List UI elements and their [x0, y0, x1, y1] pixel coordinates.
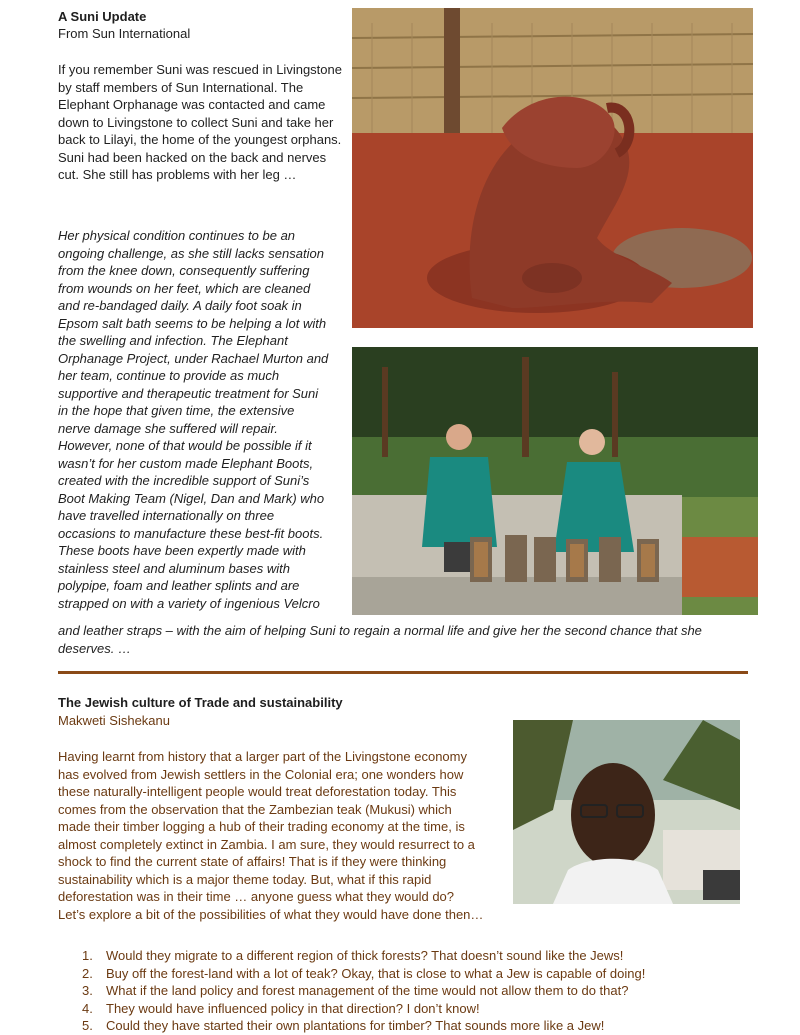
paragraph-line: the swelling and infection. The Elephant	[58, 333, 288, 348]
list-item-number: 5.	[82, 1018, 93, 1033]
paragraph-line: supportive and therapeutic treatment for Suni	[58, 385, 319, 401]
article1-title: A Suni Update	[58, 9, 147, 24]
paragraph-line: from the knee down, consequently suffering	[58, 263, 310, 278]
paragraph-line: nerve damage she suffered will repair.	[58, 420, 278, 436]
paragraph-line: her team, continue to provide as much	[58, 368, 280, 383]
paragraph-line: these naturally-intelligent people would treat deforestation today. This	[58, 784, 457, 799]
list-item-number: 3.	[82, 983, 93, 998]
article2-paragraph-1	[58, 748, 508, 923]
paragraph-line: created with the incredible support of Suni’s	[58, 473, 310, 488]
list-item	[58, 1017, 788, 1035]
article2-title: The Jewish culture of Trade and sustainability	[58, 695, 343, 710]
list-item-number: 4.	[82, 1000, 93, 1016]
paragraph-line: stainless steel and aluminum bases with	[58, 560, 290, 576]
list-item-text: What if the land policy and forest management of the time would not allow them to do that?	[106, 983, 629, 998]
article2-byline: Makweti Sishekanu	[58, 713, 170, 728]
list-item-text: They would have influenced policy in that direction? I don’t know!	[106, 1000, 480, 1016]
list-item-number: 1.	[82, 948, 93, 963]
paragraph-line: made their timber logging a hub of their trading economy at the time, is	[58, 819, 465, 834]
paragraph-line: comes from the observation that the Zambezian teak (Mukusi) which	[58, 801, 452, 817]
section-divider	[58, 671, 748, 674]
article1-byline: From Sun International	[58, 26, 191, 41]
list-item	[58, 1000, 788, 1018]
elephant-photo	[352, 8, 753, 328]
paragraph-line: Orphanage Project, under Rachael Murton and	[58, 350, 329, 366]
paragraph-line: Her physical condition continues to be an	[58, 228, 296, 243]
paragraph-line: ongoing challenge, as she still lacks sensation	[58, 245, 324, 261]
paragraph-line: and re-bandaged daily. A daily foot soak in	[58, 298, 302, 313]
paragraph-line: Having learnt from history that a larger part of the Livingstone economy	[58, 749, 467, 764]
paragraph-line: Boot Making Team (Nigel, Dan and Mark) who	[58, 490, 325, 506]
paragraph-line: Let’s explore a bit of the possibilities of what they would have done then…	[58, 906, 484, 922]
list-item	[58, 947, 788, 965]
list-item-text: Could they have started their own plantations for timber? That sounds more like a Jew!	[106, 1018, 605, 1033]
list-item	[58, 965, 788, 983]
paragraph-line: has evolved from Jewish settlers in the Colonial era; one wonders how	[58, 766, 464, 782]
article1-paragraph-2	[58, 227, 348, 612]
paragraph-line: strapped on with a variety of ingenious Velcro	[58, 595, 320, 611]
article1-paragraph-2-tail: and leather straps – with the aim of helping Suni to regain a normal life and give her the second chance that she deserves. …	[58, 623, 702, 656]
paragraph-line: in the hope that given time, the extensive	[58, 403, 295, 418]
paragraph-line: Epsom salt bath seems to be helping a lot with	[58, 315, 327, 331]
paragraph-line: occasions to manufacture these best-fit boots.	[58, 525, 324, 541]
paragraph-line: almost completely extinct in Zambia. I am sure, they would resurrect to a	[58, 836, 475, 852]
paragraph-line: from wounds on her feet, which are cleaned	[58, 280, 311, 296]
article1-paragraph-1: If you remember Suni was rescued in Livingstone by staff members of Sun International. The Elephant Orphanage was contacted and came down to Livingstone to collect Suni and take her back to Lilayi, the home of the youngest orphans. Suni had been hacked on the back and nerves cut. She still has problems with her leg …	[58, 62, 342, 182]
paragraph-line: However, none of that would be possible if it	[58, 438, 312, 453]
paragraph-line: have travelled internationally on three	[58, 508, 275, 523]
boot-team-photo	[352, 347, 758, 615]
paragraph-line: deforestation was in their time … anyone guess what they would do?	[58, 889, 455, 904]
article2-list	[58, 947, 788, 1035]
paragraph-line: shock to find the current state of affairs! That is if they were thinking	[58, 854, 447, 869]
list-item-text: Buy off the forest-land with a lot of teak? Okay, that is close to what a Jew is capable of doing!	[106, 965, 646, 981]
list-item-text: Would they migrate to a different region of thick forests? That doesn’t sound like the Jews!	[106, 948, 624, 963]
portrait-photo	[513, 720, 740, 904]
paragraph-line: sustainability which is a major theme today. But, what if this rapid	[58, 871, 432, 887]
list-item	[58, 982, 788, 1000]
paragraph-line: These boots have been expertly made with	[58, 543, 306, 558]
list-item-number: 2.	[82, 965, 93, 981]
paragraph-line: polypipe, foam and leather splints and are	[58, 578, 300, 593]
paragraph-line: wasn’t for her custom made Elephant Boots,	[58, 455, 314, 471]
